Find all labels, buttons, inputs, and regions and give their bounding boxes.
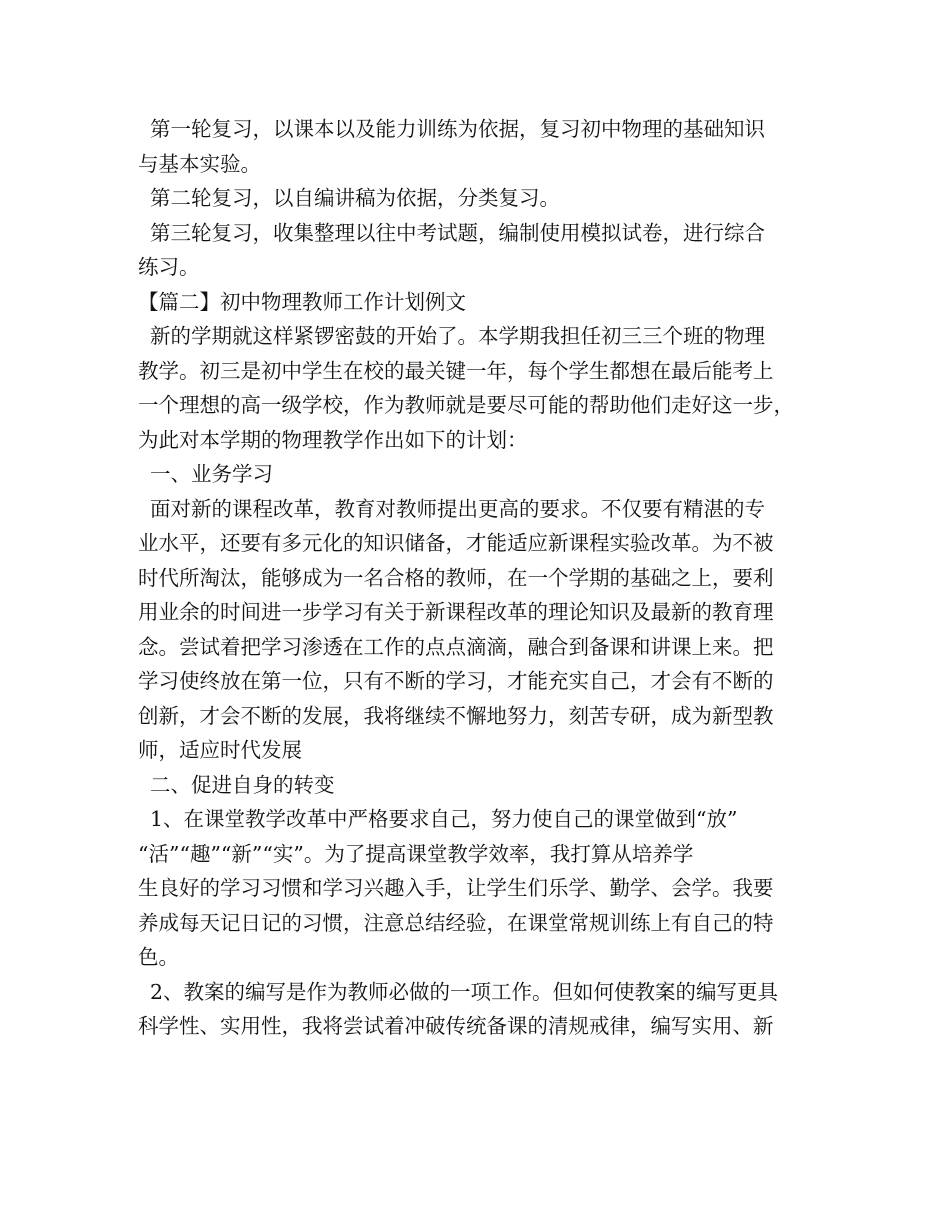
text-line: 师，适应时代发展 <box>138 738 302 762</box>
text-line: 为此对本学期的物理教学作出如下的计划： <box>138 427 528 452</box>
text-line: 练习。 <box>138 255 200 279</box>
text-line: 一个理想的高一级学校，作为教师就是要尽可能的帮助他们走好这一步， <box>138 393 794 417</box>
text-line: 1、在课堂教学改革中严格要求自己，努力使自己的课堂做到“放” <box>150 807 738 831</box>
text-line: 业水平，还要有多元化的知识储备，才能适应新课程实验改革。为不被 <box>138 531 774 555</box>
text-line: 生良好的学习习惯和学习兴趣入手，让学生们乐学、勤学、会学。我要 <box>138 876 774 900</box>
text-line: 2、教案的编写是作为教师必做的一项工作。但如何使教案的编写更具 <box>150 979 779 1004</box>
text-line: 养成每天记日记的习惯，注意总结经验，在课堂常规训练上有自己的特 <box>138 910 774 935</box>
text-line: 二、促进自身的转变 <box>150 772 335 797</box>
text-line: 面对新的课程改革，教育对教师提出更高的要求。不仅要有精湛的专 <box>150 496 765 521</box>
text-line: 第一轮复习，以课本以及能力训练为依据，复习初中物理的基础知识 <box>150 117 765 141</box>
text-line: 创新，才会不断的发展，我将继续不懈地努力，刻苦专研，成为新型教 <box>138 703 774 728</box>
text-line: 教学。初三是初中学生在校的最关键一年，每个学生都想在最后能考上 <box>138 358 774 383</box>
text-line: 【篇二】初中物理教师工作计划例文 <box>138 289 466 314</box>
text-line: 科学性、实用性，我将尝试着冲破传统备课的清规戒律，编写实用、新 <box>138 1014 774 1038</box>
text-line: 用业余的时间进一步学习有关于新课程改革的理论知识及最新的教育理 <box>138 600 774 624</box>
document-body <box>138 112 828 1044</box>
text-line: 第三轮复习，收集整理以往中考试题，编制使用模拟试卷，进行综合 <box>150 220 765 245</box>
text-line: “活”“趣”“新”“实”。为了提高课堂教学效率，我打算从培养学 <box>138 841 694 866</box>
text-line: 新的学期就这样紧锣密鼓的开始了。本学期我担任初三三个班的物理 <box>150 324 765 348</box>
text-line: 一、业务学习 <box>150 462 273 486</box>
text-line: 色。 <box>138 945 179 969</box>
text-line: 与基本实验。 <box>138 151 261 176</box>
text-line: 第二轮复习，以自编讲稿为依据，分类复习。 <box>150 186 560 210</box>
text-line: 念。尝试着把学习渗透在工作的点点滴滴，融合到备课和讲课上来。把 <box>138 634 774 659</box>
text-line: 时代所淘汰，能够成为一名合格的教师，在一个学期的基础之上，要利 <box>138 565 774 590</box>
text-line: 学习使终放在第一位，只有不断的学习，才能充实自己，才会有不断的 <box>138 669 774 693</box>
